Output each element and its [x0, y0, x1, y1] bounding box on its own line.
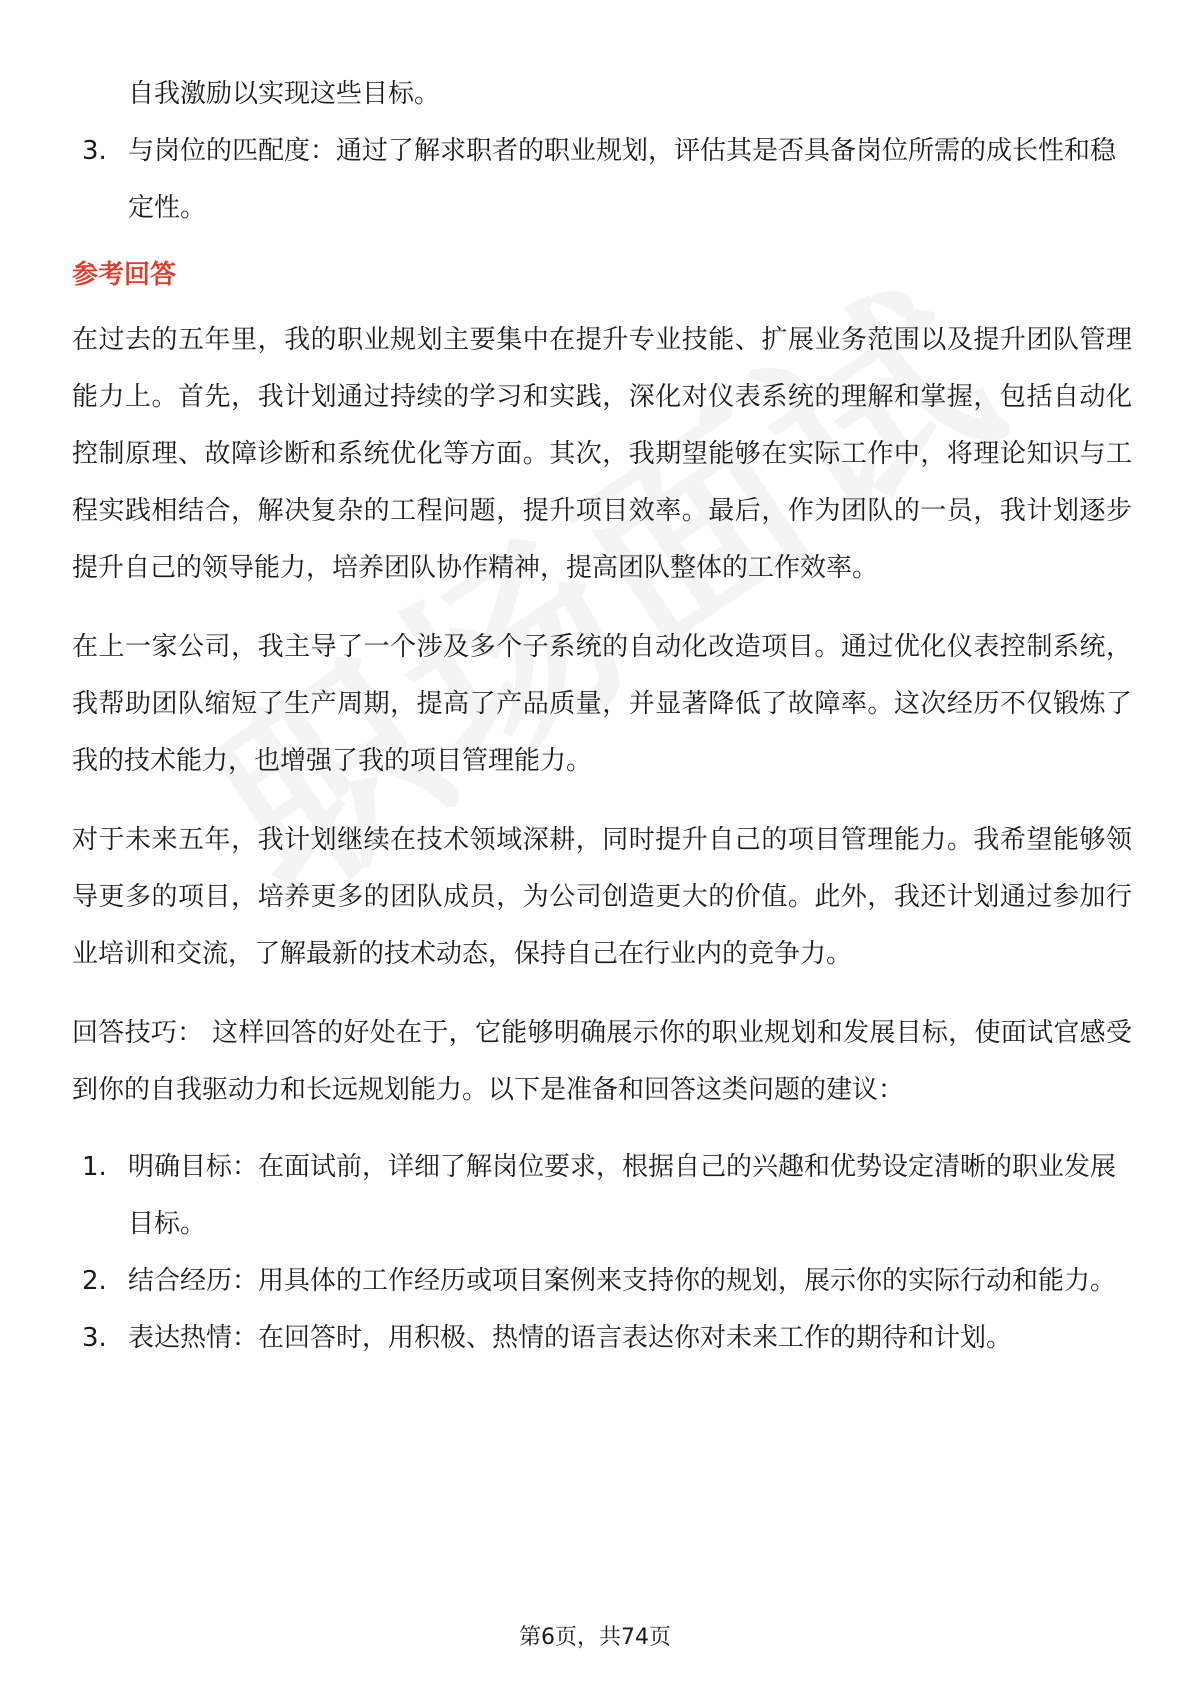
list-item — [72, 1253, 1132, 1310]
section-title: 参考回答 — [72, 260, 177, 290]
tips-text: 这样回答的好处在于，它能够明确展示你的职业规划和发展目标，使面试官感受到你的自我驱动力和长远规划能力。以下是准备和回答这类问题的建议： — [72, 1018, 1132, 1105]
list-number: 2. — [82, 1266, 107, 1296]
top-list — [72, 123, 1132, 237]
list-text: 结合经历：用具体的工作经历或项目案例来支持你的规划，展示你的实际行动和能力。 — [128, 1266, 1117, 1296]
list-number: 3. — [82, 1323, 107, 1353]
answer-paragraph-2: 在上一家公司，我主导了一个涉及多个子系统的自动化改造项目。通过优化仪表控制系统，我帮助团队缩短了生产周期，提高了产品质量，并显著降低了故障率。这次经历不仅锻炼了我的技术能力，也增强了我的项目管理能力。 — [72, 632, 1132, 776]
list-item — [72, 1310, 1132, 1367]
list-text: 表达热情：在回答时，用积极、热情的语言表达你对未来工作的期待和计划。 — [128, 1323, 1013, 1353]
list-number: 1. — [82, 1152, 107, 1182]
list-item — [72, 1139, 1132, 1253]
tips-label: 回答技巧： — [72, 1018, 204, 1048]
answer-paragraph-3: 对于未来五年，我计划继续在技术领域深耕，同时提升自己的项目管理能力。我希望能够领导更多的项目，培养更多的团队成员，为公司创造更大的价值。此外，我还计划通过参加行业培训和交流，了解最新的技术动态，保持自己在行业内的竞争力。 — [72, 825, 1132, 969]
list-text: 明确目标：在面试前，详细了解岗位要求，根据自己的兴趣和优势设定清晰的职业发展目标。 — [128, 1152, 1117, 1239]
list-text: 与岗位的匹配度：通过了解求职者的职业规划，评估其是否具备岗位所需的成长性和稳定性。 — [128, 136, 1117, 223]
tips-list — [72, 1139, 1132, 1367]
answer-paragraph-1: 在过去的五年里，我的职业规划主要集中在提升专业技能、扩展业务范围以及提升团队管理能力上。首先，我计划通过持续的学习和实践，深化对仪表系统的理解和掌握，包括自动化控制原理、故障诊断和系统优化等方面。其次，我期望能够在实际工作中，将理论知识与工程实践相结合，解决复杂的工程问题，提升项目效率。最后，作为团队的一员，我计划逐步提升自己的领导能力，培养团队协作精神，提高团队整体的工作效率。 — [72, 325, 1132, 583]
list-number: 3. — [82, 136, 107, 166]
list-item — [72, 123, 1132, 237]
list-continuation: 自我激励以实现这些目标。 — [128, 79, 441, 109]
page-footer: 第6页，共74页 — [519, 1625, 671, 1650]
tips-paragraph — [72, 1005, 1132, 1119]
page-content — [72, 66, 1132, 1367]
